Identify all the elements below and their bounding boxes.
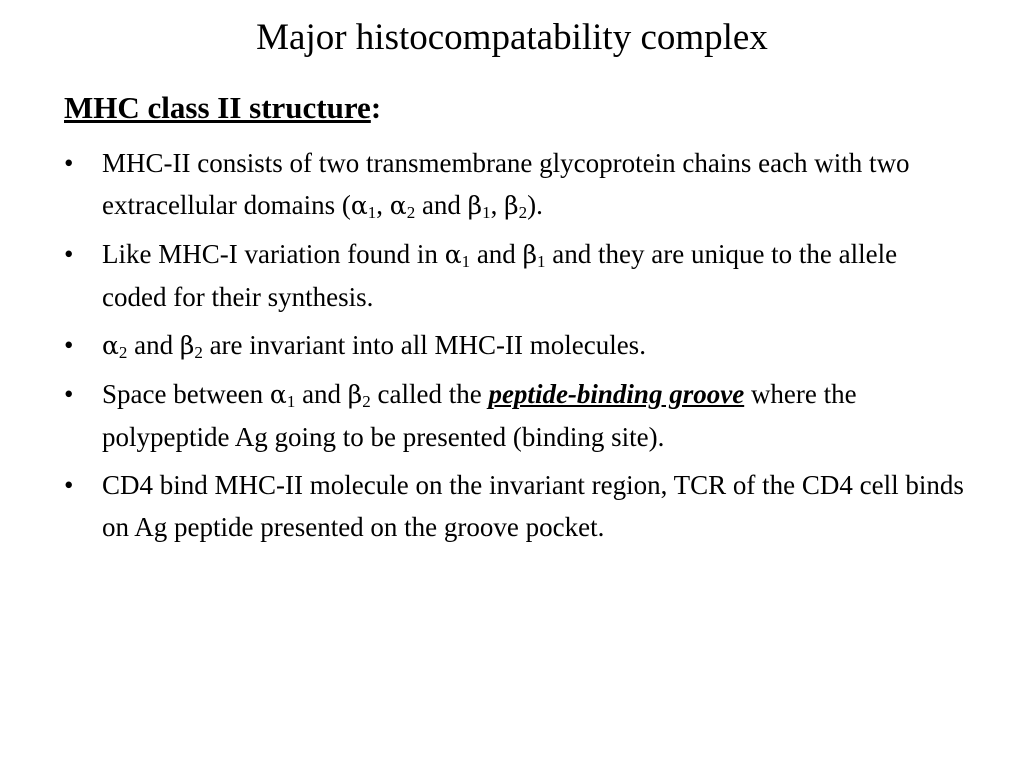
text: and they are unique to the allele coded for their synthesis.: [102, 239, 898, 312]
beta-symbol: β: [347, 380, 363, 409]
text: and: [415, 190, 468, 220]
bullet-list: [64, 142, 964, 554]
text: MHC-II consists of two transmembrane glycoprotein chains each with two extracellular domains (: [102, 148, 910, 220]
alpha-symbol: α: [102, 331, 119, 360]
text: and: [127, 330, 180, 360]
bullet-dot: •: [64, 470, 74, 500]
bullet-item-3: [64, 324, 964, 367]
beta-symbol: β: [522, 240, 538, 269]
beta-symbol: β: [467, 191, 483, 220]
section-heading-text: MHC class II structure: [64, 90, 371, 125]
section-heading-colon: :: [370, 90, 382, 125]
section-heading: [64, 88, 381, 128]
subscript: 1: [482, 203, 491, 222]
text: ,: [376, 190, 390, 220]
slide-title: Major histocompatability complex: [256, 17, 768, 58]
beta-symbol: β: [504, 191, 519, 220]
text: Space between: [102, 379, 270, 409]
subscript: 1: [461, 252, 471, 271]
subscript: 2: [118, 343, 128, 362]
bullet-dot: •: [64, 330, 74, 360]
text: and: [295, 379, 348, 409]
subscript: 1: [367, 203, 377, 222]
peptide-binding-groove-emphasis: peptide-binding groove: [488, 379, 745, 409]
bullet-dot: •: [64, 148, 74, 178]
alpha-symbol: α: [389, 191, 407, 220]
alpha-symbol: α: [444, 240, 462, 269]
subscript: 2: [362, 392, 371, 411]
text: ).: [527, 190, 543, 220]
text: and: [470, 239, 523, 269]
subscript: 2: [194, 343, 203, 362]
bullet-item-2: [64, 233, 964, 318]
text: CD4 bind MHC-II molecule on the invariant region, TCR of the CD4 cell binds on Ag peptide presented on the groove pocket.: [102, 470, 964, 542]
bullet-item-1: [64, 142, 964, 227]
beta-symbol: β: [179, 331, 195, 360]
alpha-symbol: α: [350, 191, 368, 220]
subscript: 2: [518, 203, 528, 222]
text: called the: [370, 379, 489, 409]
subscript: 1: [286, 392, 296, 411]
subscript: 1: [537, 252, 546, 271]
subscript: 2: [406, 203, 416, 222]
bullet-dot: •: [64, 379, 74, 409]
text: ,: [490, 190, 505, 220]
text: Like MHC-I variation found in: [102, 239, 445, 269]
bullet-item-5: [64, 464, 964, 548]
alpha-symbol: α: [269, 380, 287, 409]
bullet-item-4: [64, 373, 964, 458]
text: where the polypeptide Ag going to be presented (binding site).: [102, 379, 857, 452]
bullet-dot: •: [64, 239, 74, 269]
text: are invariant into all MHC-II molecules.: [202, 330, 646, 360]
